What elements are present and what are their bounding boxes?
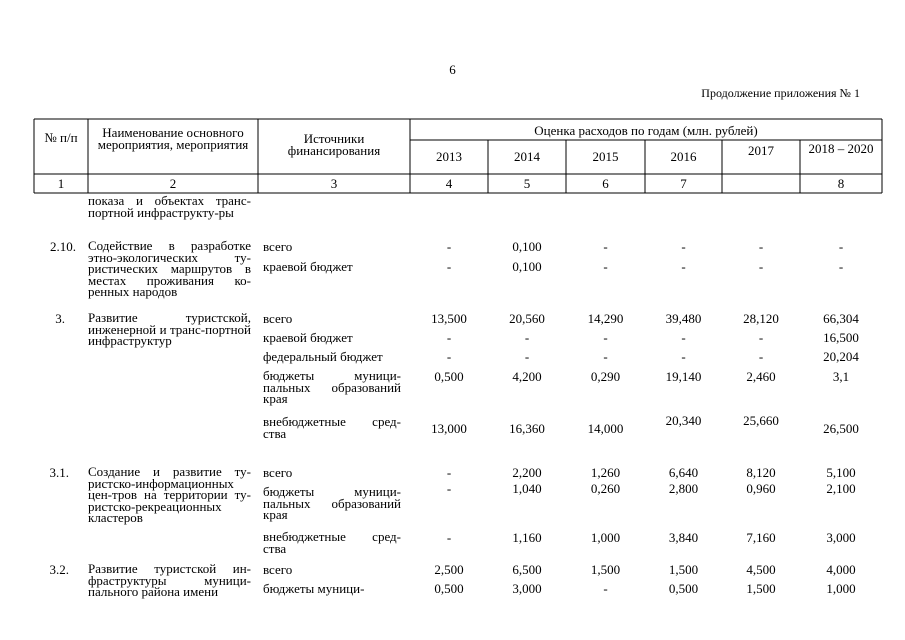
source-label: бюджеты муници-пальных образований края: [263, 368, 401, 406]
value-cell: 8,120: [746, 465, 776, 480]
page-number: 6: [449, 62, 456, 77]
value-cell: 0,100: [512, 239, 542, 254]
value-cell: -: [446, 530, 452, 545]
value-cell: 1,500: [746, 581, 776, 596]
source-label: всего: [263, 239, 293, 254]
col-number: 7: [680, 176, 687, 191]
value-cell: 0,500: [434, 369, 464, 384]
header-year-2018-2020: 2018 – 2020: [808, 141, 874, 156]
value-cell: 2,200: [512, 465, 542, 480]
table-row-num: 3.: [55, 311, 65, 326]
value-cell: -: [524, 349, 530, 364]
value-cell: 0,500: [434, 581, 464, 596]
table-row-num: 3.2.: [49, 562, 69, 577]
source-label: краевой бюджет: [263, 259, 353, 274]
value-cell: -: [446, 349, 452, 364]
header-year-2015: 2015: [592, 149, 619, 164]
value-cell: 14,290: [587, 311, 624, 326]
source-label: краевой бюджет: [263, 330, 353, 345]
value-cell: -: [758, 239, 764, 254]
source-label: всего: [263, 311, 293, 326]
value-cell: -: [446, 481, 452, 496]
value-cell: -: [838, 239, 844, 254]
value-cell: 1,500: [590, 562, 621, 577]
source-label: федеральный бюджет: [263, 349, 383, 364]
col-number: 1: [57, 176, 65, 191]
value-cell: -: [524, 330, 530, 345]
value-cell: -: [758, 259, 764, 274]
value-cell: 16,500: [823, 330, 859, 345]
appendix-continuation-note: Продолжение приложения № 1: [701, 86, 860, 100]
value-cell: 1,160: [512, 530, 542, 545]
col-number: 2: [169, 176, 177, 191]
value-cell: 26,500: [823, 421, 859, 436]
table-row-name: Развитие туристской, инженерной и транс-портной инфраструктур: [88, 310, 251, 348]
table-row-name: Создание и развитие ту-ристско-информационных цен-тров на территории ту-ристско-рекреационных кластеров: [88, 464, 251, 525]
value-cell: -: [603, 581, 608, 596]
value-cell: 3,840: [668, 530, 699, 545]
value-cell: -: [681, 330, 686, 345]
value-cell: 1,260: [590, 465, 621, 480]
col-number: 3: [330, 176, 338, 191]
value-cell: 14,000: [587, 421, 624, 436]
source-label: бюджеты муници-: [263, 581, 365, 596]
value-cell: 25,660: [743, 413, 779, 428]
value-cell: 0,500: [668, 581, 699, 596]
value-cell: 19,140: [665, 369, 702, 384]
header-num: № п/п: [44, 130, 78, 145]
value-cell: 1,000: [826, 581, 856, 596]
header-year-2014: 2014: [514, 149, 540, 164]
value-cell: 0,260: [590, 481, 621, 496]
value-cell: 3,000: [512, 581, 542, 596]
value-cell: 6,640: [668, 465, 699, 480]
value-cell: 2,100: [826, 481, 856, 496]
value-cell: 0,960: [746, 481, 776, 496]
value-cell: 13,500: [431, 311, 467, 326]
source-label: всего: [263, 465, 293, 480]
header-year-2017: 2017: [748, 143, 774, 158]
value-cell: -: [681, 259, 686, 274]
value-cell: 20,340: [665, 413, 702, 428]
col-number: 4: [445, 176, 453, 191]
value-cell: -: [758, 349, 764, 364]
value-cell: 28,120: [743, 311, 779, 326]
value-cell: 1,000: [590, 530, 621, 545]
value-cell: 2,460: [746, 369, 776, 384]
value-cell: 39,480: [665, 311, 702, 326]
value-cell: 6,500: [512, 562, 542, 577]
value-cell: -: [446, 465, 452, 480]
value-cell: -: [603, 259, 608, 274]
value-cell: -: [603, 239, 608, 254]
value-cell: 1,040: [512, 481, 542, 496]
source-label: бюджеты муници-пальных образований края: [263, 484, 401, 522]
value-cell: 4,000: [826, 562, 856, 577]
value-cell: 3,1: [832, 369, 850, 384]
table-row-num: 3.1.: [49, 465, 69, 480]
value-cell: -: [838, 259, 844, 274]
value-cell: 16,360: [509, 421, 545, 436]
value-cell: -: [446, 330, 452, 345]
source-label: внебюджетные сред-ства: [263, 529, 401, 556]
header-name: Наименование основного мероприятия, мероприятия: [97, 125, 249, 152]
value-cell: -: [681, 349, 686, 364]
col-number: 5: [523, 176, 531, 191]
value-cell: 2,800: [668, 481, 699, 496]
col-number: 6: [602, 176, 609, 191]
value-cell: 0,100: [512, 259, 542, 274]
value-cell: 5,100: [826, 465, 856, 480]
value-cell: -: [758, 330, 764, 345]
source-label: внебюджетные сред-ства: [263, 414, 401, 441]
value-cell: 7,160: [746, 530, 776, 545]
table-row-name: показа и объектах транс-портной инфраструкту-ры: [88, 193, 251, 220]
table-row-name: Содействие в разработке этно-экологических ту-ристических маршрутов в местах проживания ко-ренных народов: [88, 238, 251, 299]
value-cell: 0,290: [590, 369, 621, 384]
header-estimate: Оценка расходов по годам (млн. рублей): [534, 123, 758, 138]
value-cell: 4,200: [512, 369, 542, 384]
value-cell: 13,000: [431, 421, 467, 436]
value-cell: -: [446, 239, 452, 254]
table-row-name: Развитие туристской ин-фраструктуры муници-пального района имени: [88, 561, 251, 599]
value-cell: -: [681, 239, 686, 254]
col-number: 8: [837, 176, 845, 191]
header-year-2016: 2016: [670, 149, 697, 164]
value-cell: 20,204: [823, 349, 859, 364]
value-cell: -: [603, 330, 608, 345]
value-cell: 20,560: [509, 311, 545, 326]
value-cell: -: [446, 259, 452, 274]
value-cell: 4,500: [746, 562, 776, 577]
header-year-2013: 2013: [436, 149, 462, 164]
value-cell: 66,304: [823, 311, 859, 326]
header-source: Источники финансирования: [287, 131, 381, 158]
table-row-num: 2.10.: [50, 239, 76, 254]
source-label: всего: [263, 562, 293, 577]
value-cell: 3,000: [826, 530, 856, 545]
value-cell: -: [603, 349, 608, 364]
value-cell: 1,500: [668, 562, 699, 577]
value-cell: 2,500: [434, 562, 464, 577]
